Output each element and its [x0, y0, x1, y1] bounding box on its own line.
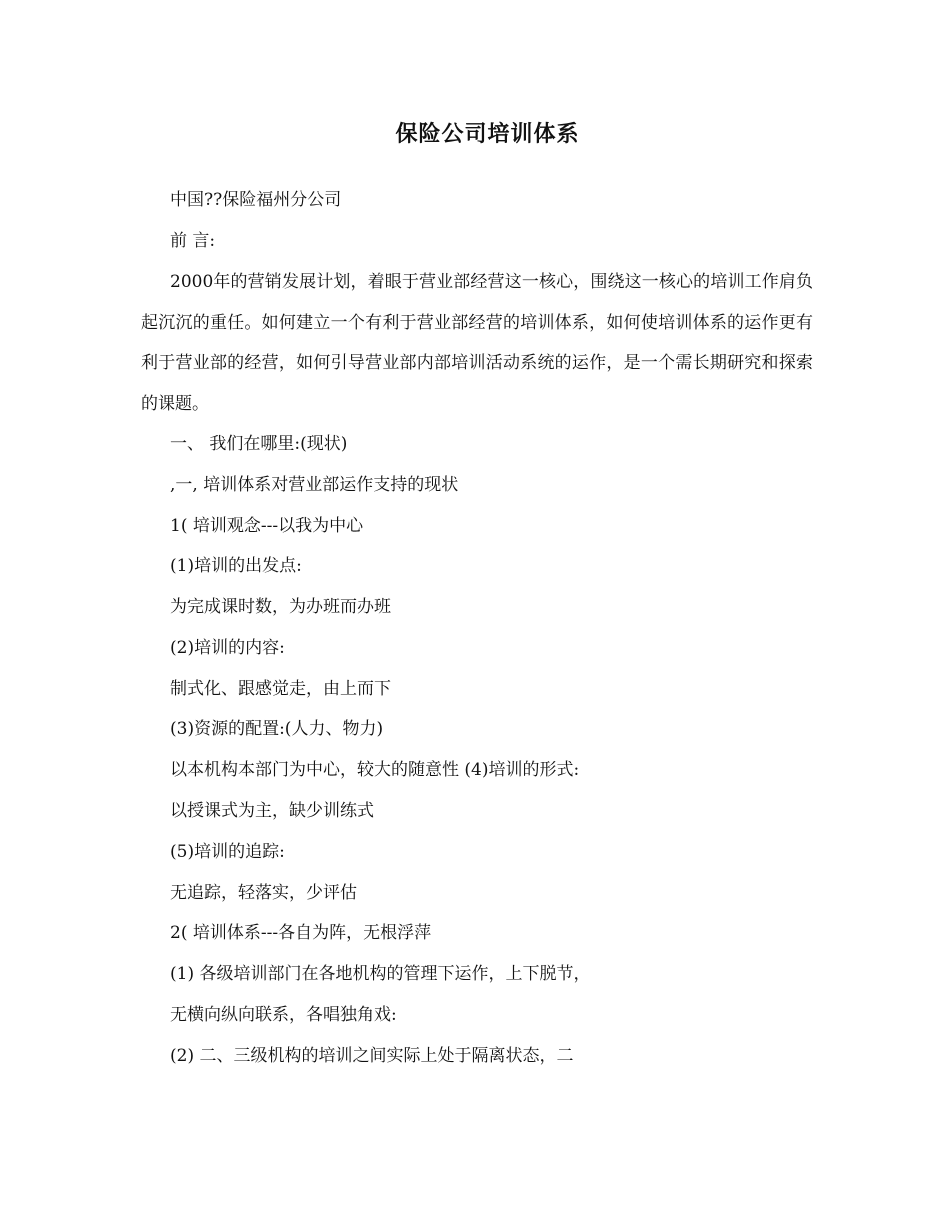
- body-line: (5)培训的追踪:: [170, 842, 285, 862]
- subsection-heading: ,一, 培训体系对营业部运作支持的现状: [170, 475, 459, 495]
- body-line: 以授课式为主，缺少训练式: [170, 801, 374, 821]
- body-line: 2( 培训体系---各自为阵，无根浮萍: [170, 923, 432, 943]
- preface-paragraph: 2000年的营销发展计划，着眼于营业部经营这一核心，围绕这一核心的培训工作肩负起沉沉的重任。如何建立一个有利于营业部经营的培训体系，如何使培训体系的运作更有利于营业部的经营，如何引导营业部内部培训活动系统的运作，是一个需长期研究和探索的课题。: [141, 272, 813, 414]
- body-line: 以本机构本部门为中心，较大的随意性 (4)培训的形式:: [170, 760, 580, 780]
- body-line: 无追踪，轻落实，少评估: [170, 883, 357, 903]
- body-line: (1) 各级培训部门在各地机构的管理下运作，上下脱节，: [170, 964, 591, 984]
- body-line: (1)培训的出发点:: [170, 556, 302, 576]
- body-line: (2) 二、三级机构的培训之间实际上处于隔离状态，二: [170, 1046, 574, 1066]
- section-heading: 一、 我们在哪里:(现状): [170, 434, 348, 454]
- preface-heading: 前 言:: [170, 231, 216, 251]
- body-line: 1( 培训观念---以我为中心: [170, 516, 364, 536]
- body-line: 制式化、跟感觉走，由上而下: [170, 679, 391, 699]
- document-title: 保险公司培训体系: [395, 121, 580, 147]
- body-line: (3)资源的配置:(人力、物力): [170, 719, 384, 739]
- body-line: 为完成课时数，为办班而办班: [170, 597, 391, 617]
- body-line: 无横向纵向联系，各唱独角戏:: [170, 1005, 397, 1025]
- body-line: (2)培训的内容:: [170, 638, 285, 658]
- company-name: 中国??保险福州分公司: [170, 190, 342, 210]
